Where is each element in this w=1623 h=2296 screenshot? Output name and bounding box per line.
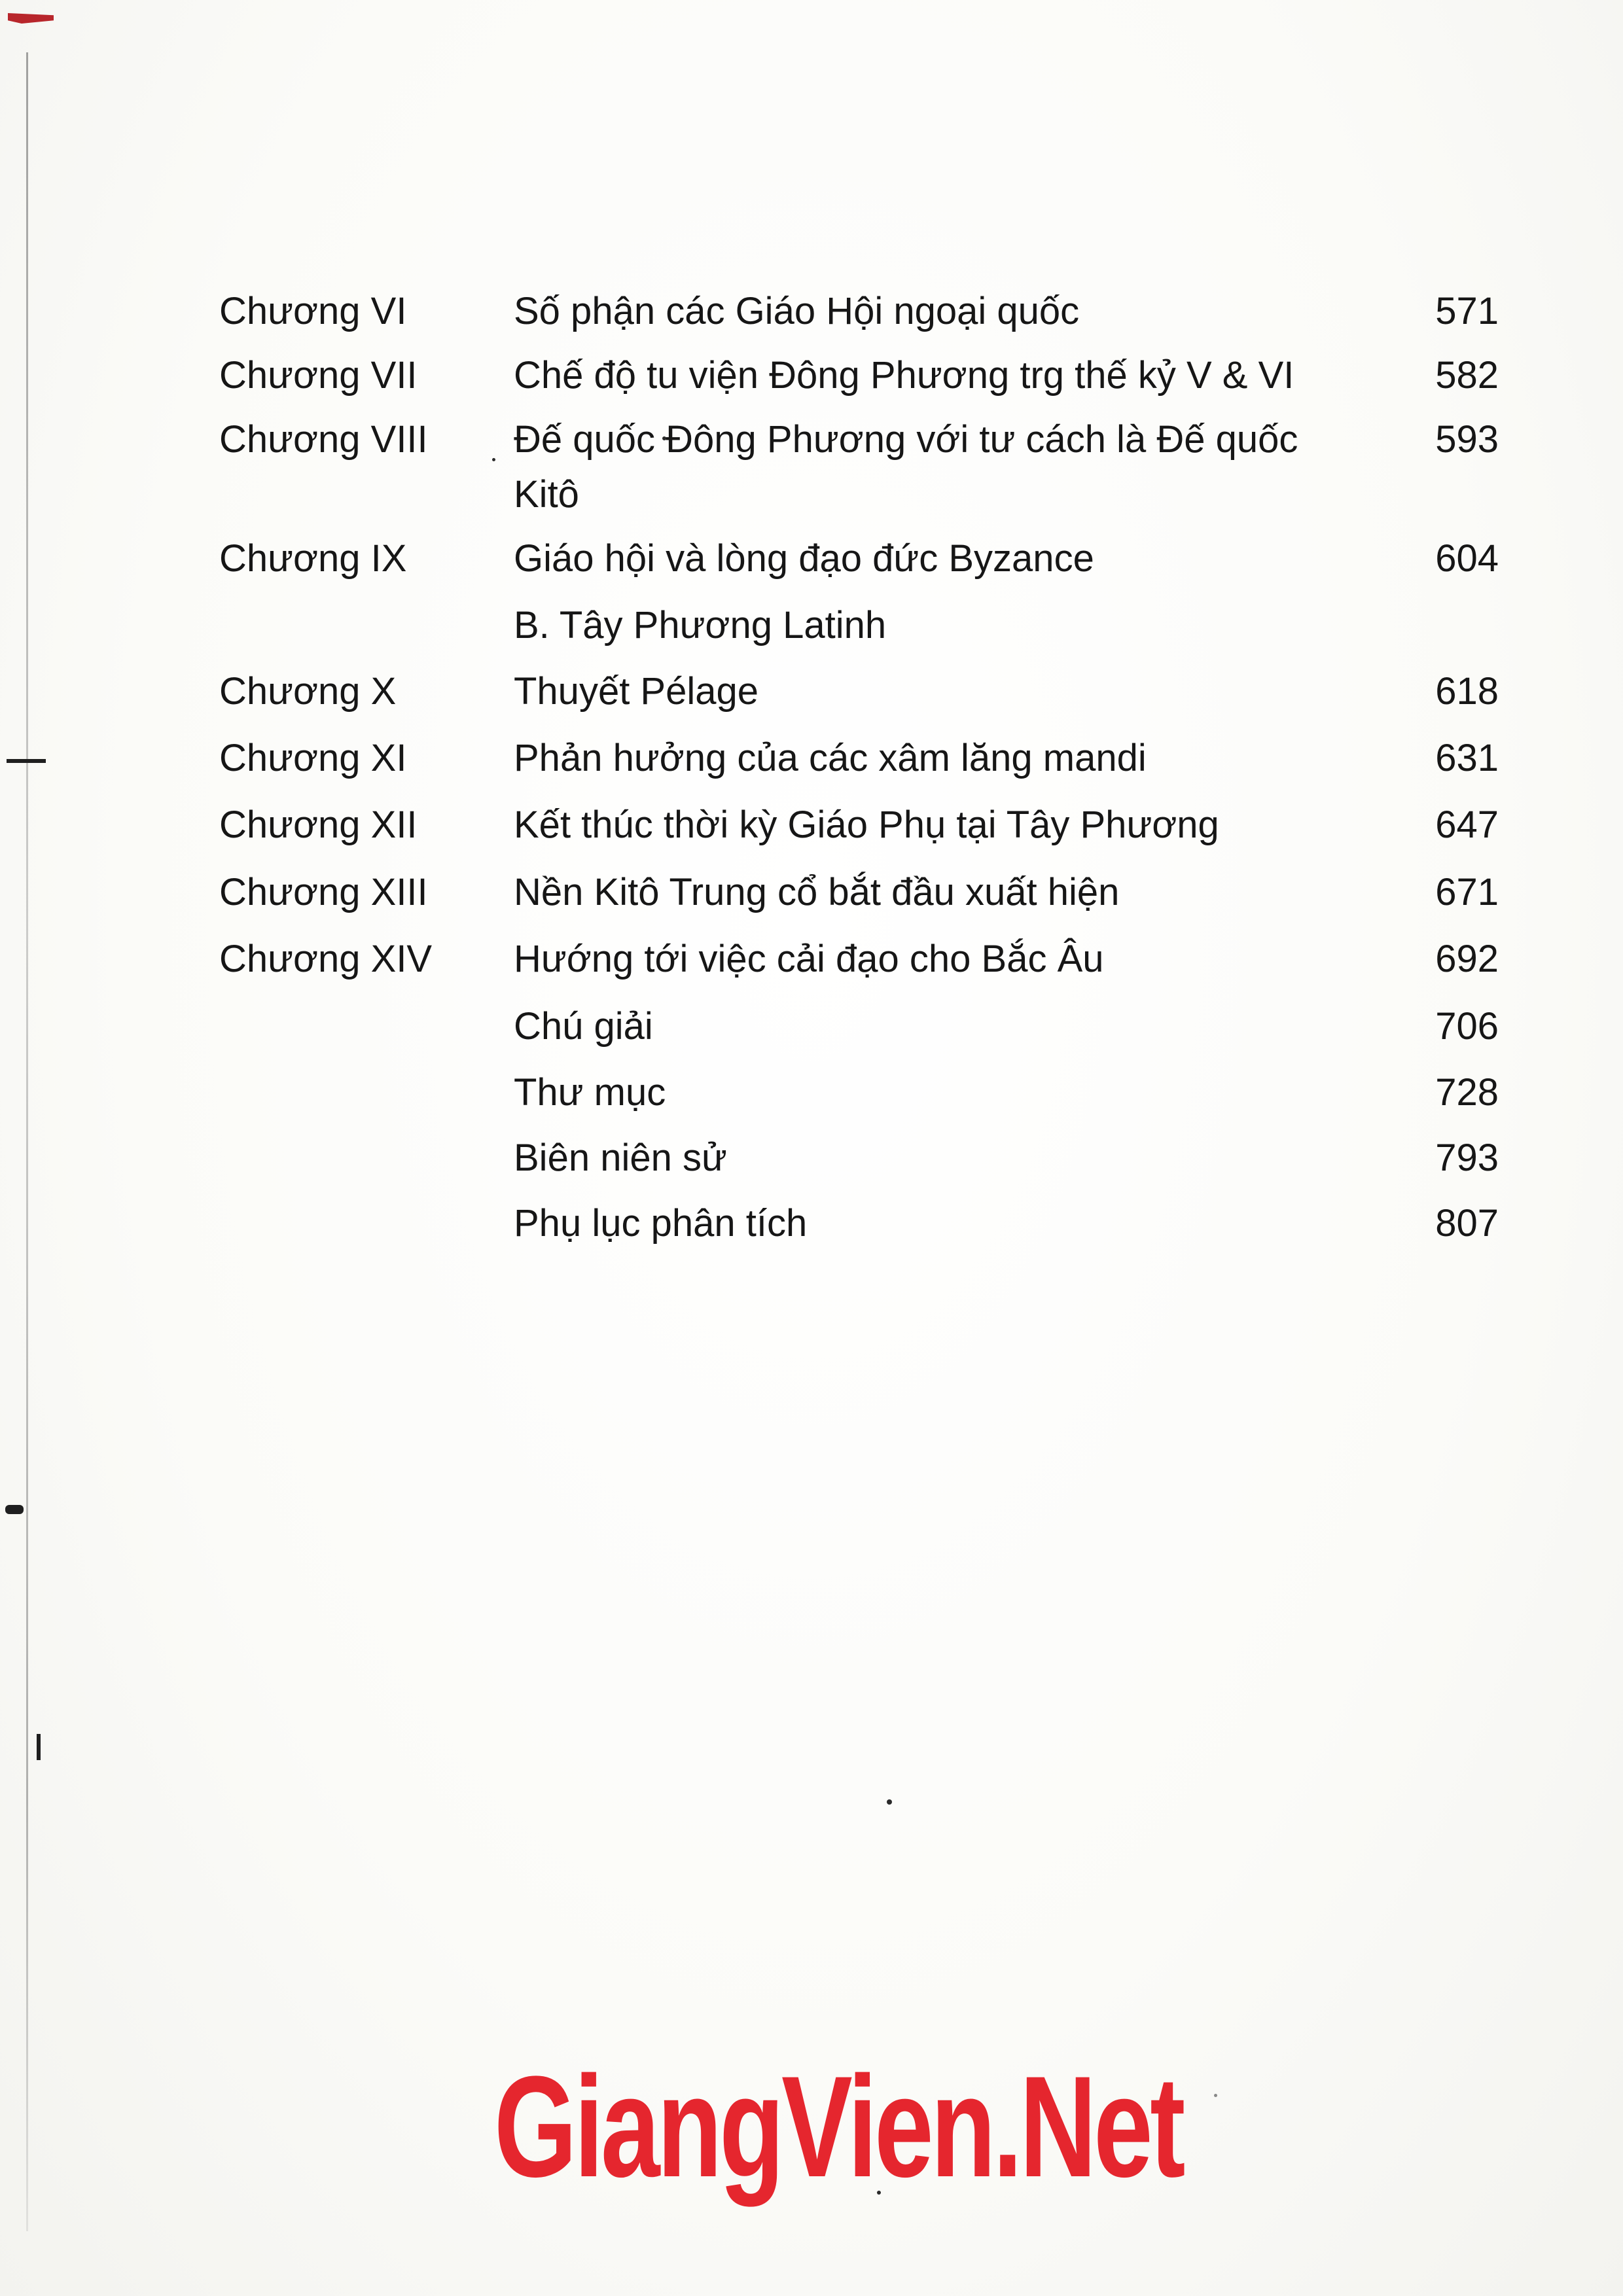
page-number: 571 bbox=[1435, 290, 1499, 332]
chapter-label: Chương VI bbox=[219, 290, 407, 332]
chapter-title: Hướng tới việc cải đạo cho Bắc Âu bbox=[514, 938, 1104, 980]
scan-speck bbox=[1214, 2094, 1217, 2097]
appendix-title: Thư mục bbox=[514, 1071, 666, 1114]
watermark-logo: GiangVien.Net bbox=[494, 2046, 1183, 2207]
chapter-title: Kitô bbox=[514, 473, 579, 516]
scan-artifact bbox=[7, 759, 46, 763]
chapter-title: Kết thúc thời kỳ Giáo Phụ tại Tây Phương bbox=[514, 804, 1219, 846]
appendix-title: Chú giải bbox=[514, 1005, 653, 1048]
chapter-title: Giáo hội và lòng đạo đức Byzance bbox=[514, 537, 1094, 580]
chapter-label: Chương VII bbox=[219, 354, 418, 397]
page-number: 593 bbox=[1435, 418, 1499, 461]
page-number: 582 bbox=[1435, 354, 1499, 397]
chapter-label: Chương X bbox=[219, 670, 397, 713]
page-number: 728 bbox=[1435, 1071, 1499, 1114]
scan-speck bbox=[492, 458, 495, 461]
page-number: 647 bbox=[1435, 804, 1499, 846]
scan-edge-line bbox=[26, 52, 28, 2231]
appendix-title: Phụ lục phân tích bbox=[514, 1202, 808, 1245]
page-number: 671 bbox=[1435, 871, 1499, 913]
chapter-title: Chế độ tu viện Đông Phương trg thế kỷ V & VI bbox=[514, 354, 1294, 397]
chapter-label: Chương XI bbox=[219, 737, 407, 779]
scan-speck bbox=[887, 1799, 892, 1805]
page-number: 793 bbox=[1435, 1137, 1499, 1179]
page-number: 604 bbox=[1435, 537, 1499, 580]
chapter-title: Số phận các Giáo Hội ngoại quốc bbox=[514, 290, 1080, 332]
page-number: 807 bbox=[1435, 1202, 1499, 1245]
scan-artifact bbox=[5, 1505, 24, 1514]
chapter-title: Thuyết Pélage bbox=[514, 670, 759, 713]
section-title: B. Tây Phương Latinh bbox=[514, 604, 887, 646]
chapter-label: Chương XIV bbox=[219, 938, 433, 980]
chapter-label: Chương XII bbox=[219, 804, 418, 846]
scan-corner-mark bbox=[8, 13, 54, 24]
page-number: 631 bbox=[1435, 737, 1499, 779]
scan-artifact bbox=[37, 1734, 41, 1760]
chapter-title: Phản hưởng của các xâm lăng mandi bbox=[514, 737, 1147, 779]
chapter-label: Chương VIII bbox=[219, 418, 428, 461]
chapter-label: Chương IX bbox=[219, 537, 407, 580]
chapter-title: Đế quốc Đông Phương với tư cách là Đế quốc bbox=[514, 418, 1298, 461]
chapter-label: Chương XIII bbox=[219, 871, 428, 913]
page-number: 618 bbox=[1435, 670, 1499, 713]
page-number: 706 bbox=[1435, 1005, 1499, 1048]
appendix-title: Biên niên sử bbox=[514, 1137, 727, 1179]
page-number: 692 bbox=[1435, 938, 1499, 980]
chapter-title: Nền Kitô Trung cổ bắt đầu xuất hiện bbox=[514, 871, 1120, 913]
